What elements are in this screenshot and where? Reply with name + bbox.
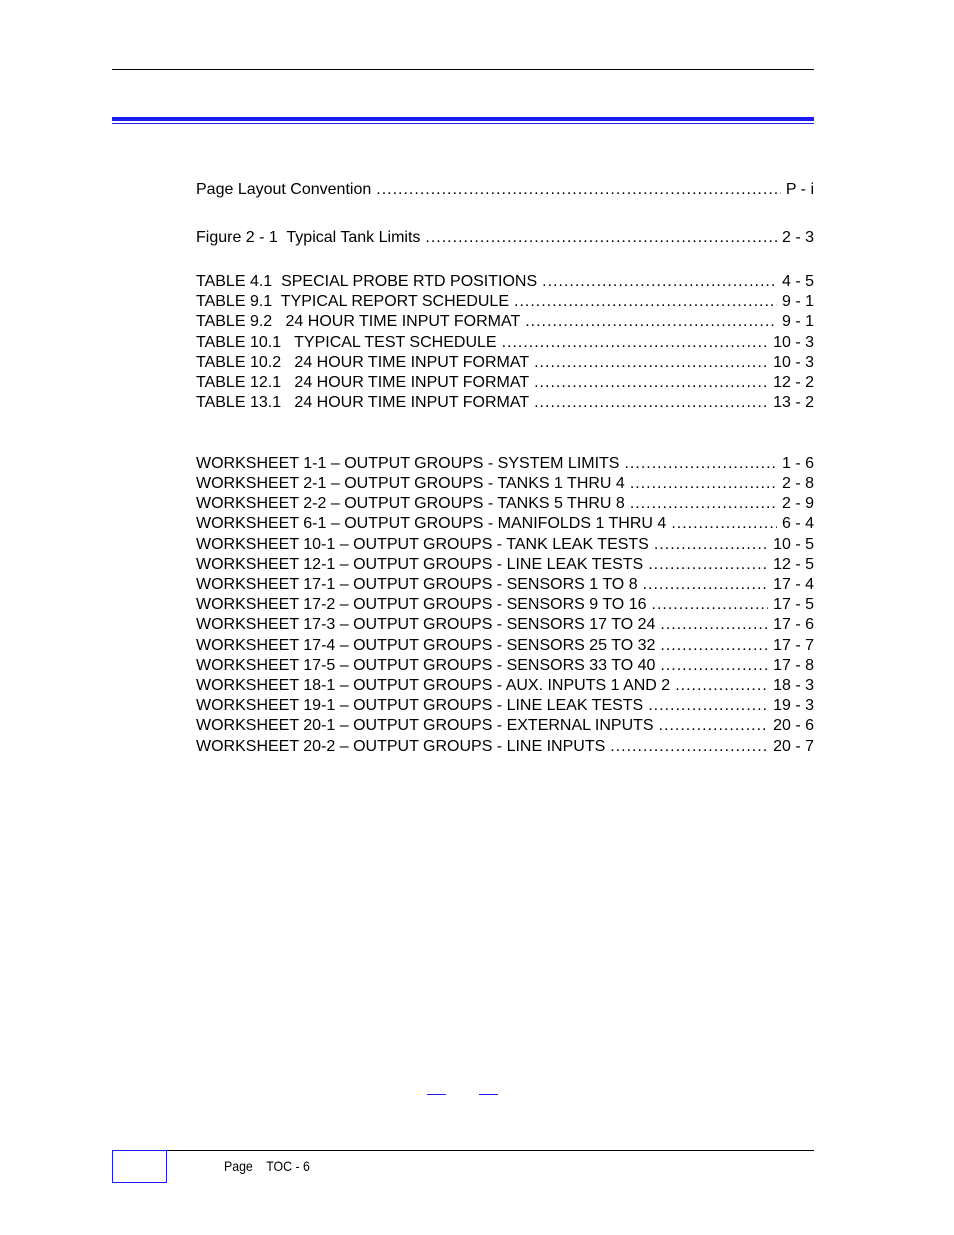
dot-leader: [660, 636, 768, 656]
toc-entry[interactable]: [196, 595, 814, 615]
toc-entry-label: TABLE 10.1 TYPICAL TEST SCHEDULE: [196, 333, 497, 351]
footer-page-number: TOC - 6: [266, 1158, 310, 1174]
toc-entry-page: P - i: [785, 181, 814, 198]
dot-leader: [643, 575, 768, 595]
dot-leader: [630, 494, 777, 514]
toc-entry-label: WORKSHEET 2-1 – OUTPUT GROUPS - TANKS 1 THRU 4: [196, 475, 625, 493]
dot-leader: [652, 595, 769, 615]
toc-entry-label: TABLE 13.1 24 HOUR TIME INPUT FORMAT: [196, 394, 530, 412]
toc-entry-page: 13 - 2: [773, 394, 814, 412]
toc-entry[interactable]: [196, 333, 814, 353]
toc-entry-label: WORKSHEET 17-5 – OUTPUT GROUPS - SENSORS 33 TO 40: [196, 656, 656, 674]
toc-entry-label: WORKSHEET 19-1 – OUTPUT GROUPS - LINE LEAK TESTS: [196, 697, 644, 715]
toc-entry-label: TABLE 9.1 TYPICAL REPORT SCHEDULE: [196, 293, 509, 311]
dot-leader: [630, 474, 777, 494]
footer-page-label: Page: [224, 1158, 253, 1174]
dot-leader: [542, 272, 777, 292]
toc-entry-label: TABLE 12.1 24 HOUR TIME INPUT FORMAT: [196, 373, 530, 391]
toc-entry[interactable]: [196, 696, 814, 716]
toc-entry-page: 2 - 8: [781, 475, 814, 493]
toc-entry-page: 20 - 7: [773, 737, 814, 755]
dot-leader: [502, 333, 769, 353]
link-underline[interactable]: [427, 1094, 446, 1095]
dot-leader: [534, 353, 768, 373]
toc-entry-label: WORKSHEET 17-1 – OUTPUT GROUPS - SENSORS 1 TO 8: [196, 576, 638, 593]
toc-group-page-layout: [196, 180, 814, 200]
toc-entry[interactable]: [196, 535, 814, 555]
toc-entry-page: 10 - 3: [773, 353, 814, 371]
dot-leader: [610, 737, 768, 757]
toc-entry-page: 2 - 9: [781, 495, 814, 513]
toc-group-worksheets: [196, 454, 814, 757]
dot-leader: [654, 535, 768, 555]
toc-entry-label: WORKSHEET 17-3 – OUTPUT GROUPS - SENSORS 17 TO 24: [196, 616, 656, 634]
toc-entry-label: WORKSHEET 2-2 – OUTPUT GROUPS - TANKS 5 THRU 8: [196, 495, 625, 513]
toc-entry[interactable]: [196, 180, 814, 200]
toc-entry[interactable]: [196, 716, 814, 736]
toc-entry-label: WORKSHEET 10-1 – OUTPUT GROUPS - TANK LEAK TESTS: [196, 535, 649, 553]
dot-leader: [514, 292, 777, 312]
dot-leader: [671, 514, 777, 534]
toc-entry-page: 10 - 3: [773, 333, 814, 351]
toc-entry-label: WORKSHEET 20-2 – OUTPUT GROUPS - LINE INPUTS: [196, 737, 606, 755]
link-underline[interactable]: [479, 1094, 498, 1095]
toc-entry[interactable]: [196, 474, 814, 494]
dot-leader: [525, 312, 777, 332]
toc-entry-label: Figure 2 - 1 Typical Tank Limits: [196, 228, 421, 246]
toc-entry-page: 9 - 1: [781, 293, 814, 311]
toc-entry[interactable]: [196, 353, 814, 373]
toc-entry-page: 18 - 3: [773, 676, 814, 694]
toc-group-tables: [196, 272, 814, 413]
toc-entry-page: 17 - 8: [773, 656, 814, 674]
dot-leader: [648, 696, 768, 716]
toc-entry[interactable]: [196, 555, 814, 575]
toc-entry[interactable]: [196, 272, 814, 292]
toc-entry-page: 2 - 3: [781, 228, 814, 246]
toc-entry[interactable]: [196, 656, 814, 676]
toc-entry-page: 9 - 1: [781, 313, 814, 331]
toc-entry[interactable]: [196, 676, 814, 696]
toc-entry-page: 1 - 6: [781, 454, 814, 472]
toc-entry[interactable]: [196, 454, 814, 474]
dot-leader: [624, 454, 777, 474]
dot-leader: [648, 555, 768, 575]
toc-entry-page: 20 - 6: [773, 717, 814, 735]
toc-entry-page: 17 - 5: [773, 596, 814, 614]
toc-entry-label: WORKSHEET 17-4 – OUTPUT GROUPS - SENSORS 25 TO 32: [196, 636, 656, 654]
toc-entry-page: 17 - 7: [773, 636, 814, 654]
header-accent-rule-thick: [112, 117, 814, 121]
toc-entry[interactable]: [196, 494, 814, 514]
toc-entry-label: WORKSHEET 20-1 – OUTPUT GROUPS - EXTERNAL INPUTS: [196, 717, 654, 735]
header-rule: [112, 69, 814, 70]
toc-entry-label: WORKSHEET 17-2 – OUTPUT GROUPS - SENSORS 9 TO 16: [196, 596, 647, 614]
dot-leader: [660, 615, 768, 635]
toc-entry-page: 19 - 3: [773, 697, 814, 715]
footer-tab-box: [112, 1150, 167, 1183]
dot-leader: [660, 656, 768, 676]
toc-entry-page: 17 - 4: [773, 576, 814, 593]
toc-entry[interactable]: [196, 514, 814, 534]
toc-entry-label: Page Layout Convention: [196, 181, 372, 198]
footer-rule: [112, 1150, 814, 1151]
footer-page-indicator: [224, 1158, 310, 1174]
toc-entry[interactable]: [196, 292, 814, 312]
table-of-contents: [196, 180, 814, 757]
toc-entry-label: TABLE 10.2 24 HOUR TIME INPUT FORMAT: [196, 353, 530, 371]
toc-entry[interactable]: [196, 312, 814, 332]
toc-entry[interactable]: [196, 393, 814, 413]
toc-entry-page: 12 - 5: [773, 555, 814, 573]
toc-entry-label: WORKSHEET 6-1 – OUTPUT GROUPS - MANIFOLDS 1 THRU 4: [196, 515, 667, 533]
dot-leader: [376, 180, 781, 200]
toc-entry-label: WORKSHEET 1-1 – OUTPUT GROUPS - SYSTEM LIMITS: [196, 454, 620, 472]
toc-entry-label: TABLE 4.1 SPECIAL PROBE RTD POSITIONS: [196, 272, 538, 290]
dot-leader: [675, 676, 768, 696]
toc-entry-label: WORKSHEET 12-1 – OUTPUT GROUPS - LINE LEAK TESTS: [196, 555, 644, 573]
toc-entry[interactable]: [196, 228, 814, 248]
toc-entry-page: 6 - 4: [781, 515, 814, 533]
dot-leader: [425, 228, 777, 248]
toc-entry-page: 17 - 6: [773, 616, 814, 634]
toc-entry-label: TABLE 9.2 24 HOUR TIME INPUT FORMAT: [196, 313, 521, 331]
dot-leader: [534, 373, 768, 393]
toc-entry[interactable]: [196, 575, 814, 595]
toc-entry-label: WORKSHEET 18-1 – OUTPUT GROUPS - AUX. INPUTS 1 AND 2: [196, 676, 671, 694]
toc-entry[interactable]: [196, 615, 814, 635]
toc-entry-page: 12 - 2: [773, 373, 814, 391]
header-accent-rule-thin: [112, 123, 814, 124]
toc-entry-page: 10 - 5: [773, 535, 814, 553]
toc-entry[interactable]: [196, 373, 814, 393]
toc-entry[interactable]: [196, 636, 814, 656]
dot-leader: [659, 716, 769, 736]
toc-group-figures: [196, 228, 814, 248]
toc-entry-page: 4 - 5: [781, 272, 814, 290]
dot-leader: [534, 393, 768, 413]
toc-entry[interactable]: [196, 737, 814, 757]
